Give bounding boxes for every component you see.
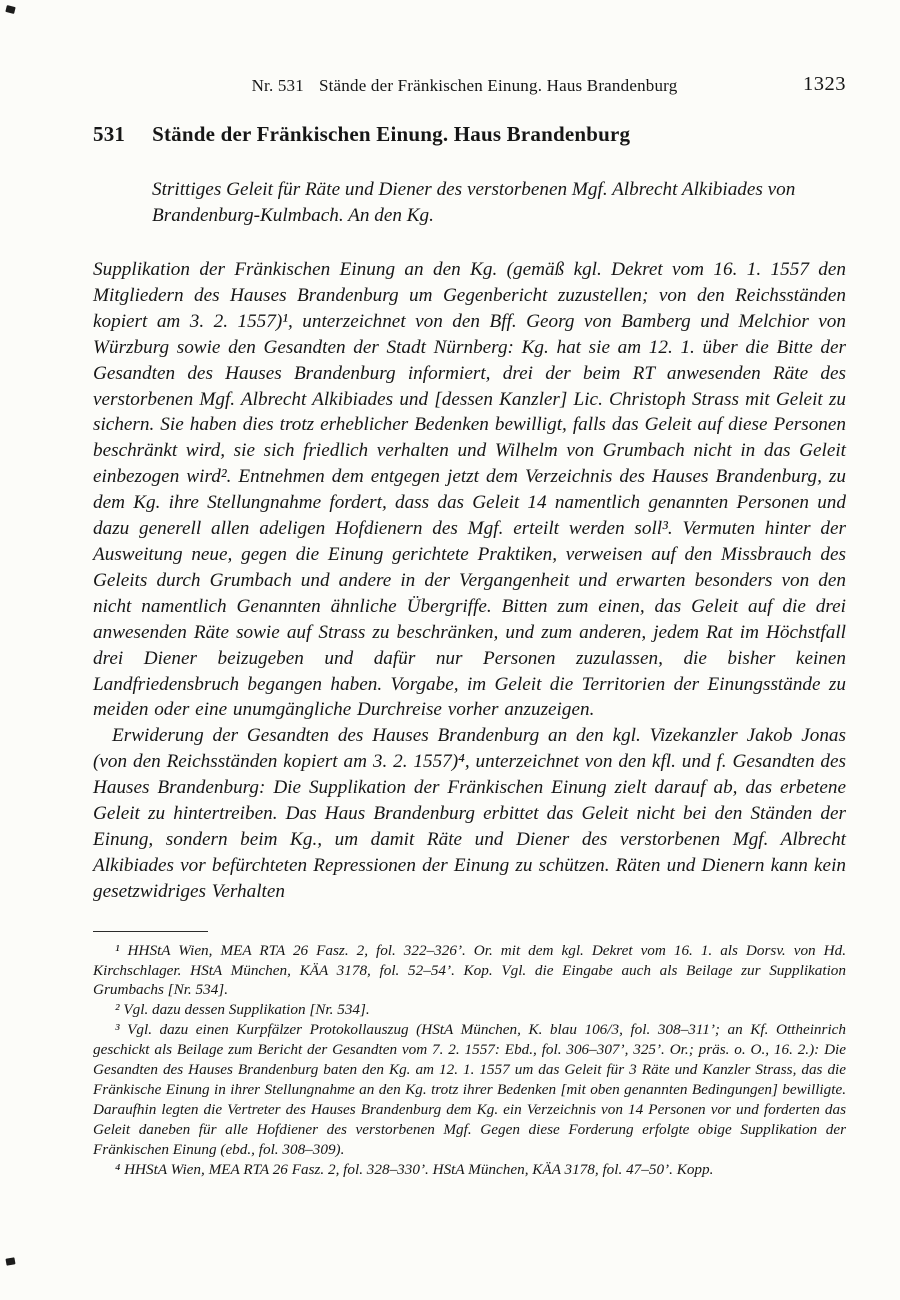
footnote-2: ² Vgl. dazu dessen Supplikation [Nr. 534]. [115, 1001, 370, 1019]
scan-artifact-top-left [5, 5, 15, 14]
page-number: 1323 [803, 73, 846, 95]
running-header-number: Nr. 531 [251, 76, 304, 95]
footnote-3: ³ Vgl. dazu einen Kurpfälzer Protokollauszug (HStA München, K. blau 106/3, fol. 308–311’; an Kf. Ottheinrich geschickt als Beilage zum Bericht der Gesandten vom 7. 2. 1557: Ebd., fol. 306–307’, 325’. Or.; präs. o. O., 16. 2.): Die Gesandten des Hauses Brandenburg baten den Kg. am 12. 1. 1557 um das Geleit für 3 Räte und Kanzler Strass, das die Fränkische Einung in ihrer Stellungnahme an den Kg. trotz ihrer Bedenken [mit oben genannten Bedingungen] bewilligte. Daraufhin legten die Vertreter des Hauses Brandenburg dem Kg. ein Verzeichnis von 14 Personen vor und forderten das Geleit daneben für alle Hofdiener des verstorbenen Mgf. Gegen diese Forderung erfolgte obige Supplikation der Fränkischen Einung (ebd., fol. 308–309). [93, 1021, 846, 1158]
scan-artifact-bottom-left [5, 1257, 15, 1265]
running-header-text [93, 76, 836, 96]
footnote-4: ⁴ HHStA Wien, MEA RTA 26 Fasz. 2, fol. 328–330’. HStA München, KÄA 3178, fol. 47–50’. Kopp. [115, 1160, 714, 1178]
footnote-1: ¹ HHStA Wien, MEA RTA 26 Fasz. 2, fol. 322–326’. Or. mit dem kgl. Dekret vom 16. 1. als Dorsv. von Hd. Kirchschlager. HStA München, KÄA 3178, fol. 52–54’. Kop. Vgl. die Eingabe auch als Beilage zur Supplikation Grumbachs [Nr. 534]. [93, 941, 846, 999]
body-text [93, 257, 846, 905]
body-paragraph-1: Supplikation der Fränkischen Einung an den Kg. (gemäß kgl. Dekret vom 16. 1. 1557 den Mitgliedern des Hauses Brandenburg um Gegenbericht zuzustellen; von den Reichsständen kopiert am 3. 2. 1557)¹, unterzeichnet von den Bff. Georg von Bamberg und Melchior von Würzburg sowie den Gesandten der Stadt Nürnberg: Kg. hat sie am 12. 1. über die Bitte der Gesandten des Hauses Brandenburg informiert, drei der beim RT anwesenden Räte des verstorbenen Mgf. Albrecht Alkibiades und [dessen Kanzler] Lic. Christoph Strass mit Geleit zu sichern. Sie haben dies trotz erheblicher Bedenken bewilligt, falls das Geleit auf diese Personen beschränkt wird, sie sich friedlich verhalten und Wilhelm von Grumbach nicht in das Geleit einbezogen wird². Entnehmen dem entgegen jetzt dem Verzeichnis des Hauses Brandenburg, zu dem Kg. ihre Stellungnahme fordert, dass das Geleit 14 namentlich genannten Personen und dazu generell allen adeligen Hofdienern des Mgf. erteilt werden soll³. Vermuten hinter der Ausweitung neue, gegen die Einung gerichtete Praktiken, verweisen auf den Missbrauch des Geleits durch Grumbach und andere in der Vergangenheit und erwarten besonders von den nicht namentlich Genannten ähnliche Übergriffe. Bitten zum einen, das Geleit auf die drei anwesenden Räte sowie auf Strass zu beschränken, und zum anderen, jedem Rat im Höchstfall drei Diener beizugeben und dafür nur Personen zuzulassen, die bisher keinen Landfriedensbruch begangen haben. Vorgabe, im Geleit die Territorien der Einungsstände zu meiden oder eine unumgängliche Durchreise vorher anzuzeigen. [93, 259, 846, 721]
footnote-separator [93, 931, 208, 932]
section-heading [93, 122, 846, 147]
running-header [93, 73, 846, 100]
section-number: 531 [93, 122, 126, 146]
section-title: Stände der Fränkischen Einung. Haus Brandenburg [152, 122, 631, 146]
footnotes [93, 941, 846, 1180]
body-paragraph-2: Erwiderung der Gesandten des Hauses Brandenburg an den kgl. Vizekanzler Jakob Jonas (von den Reichsständen kopiert am 3. 2. 1557)⁴, unterzeichnet von den kfl. und f. Gesandten des Hauses Brandenburg: Die Supplikation der Fränkischen Einung zielt darauf ab, das erbetene Geleit zu hintertreiben. Das Haus Brandenburg erbittet das Geleit nicht bei den Ständen der Einung, sondern beim Kg., um damit Räte und Diener des verstorbenen Mgf. Albrecht Alkibiades vor befürchteten Repressionen der Einung zu schützen. Räten und Dienern kann kein gesetzwidriges Verhalten [93, 725, 846, 902]
running-header-title: Stände der Fränkischen Einung. Haus Brandenburg [318, 76, 678, 95]
summary-paragraph: Strittiges Geleit für Räte und Diener des verstorbenen Mgf. Albrecht Alkibiades von Brandenburg-Kulmbach. An den Kg. [152, 179, 796, 226]
